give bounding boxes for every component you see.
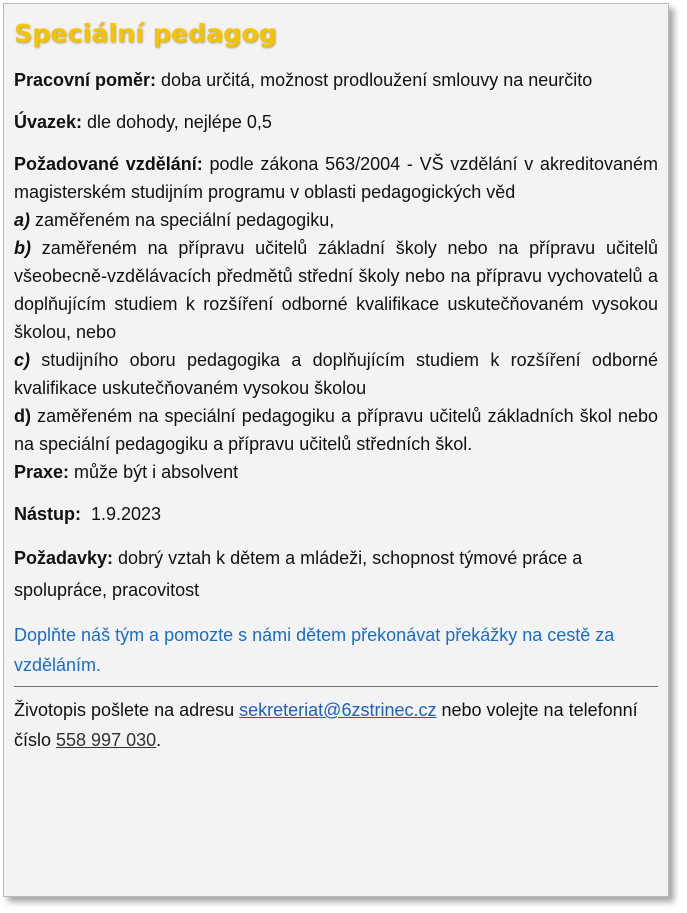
education-intro: podle zákona 563/2004 - VŠ vzdělání v akreditovaném magisterském studijním programu v oblasti pedagogických věd xyxy=(14,154,658,202)
option-text: studijního oboru pedagogika a doplňujícím studiem k rozšíření odborné kvalifikace uskutečňovaném vysokou školou xyxy=(14,350,658,398)
page-title: Speciální pedagog xyxy=(14,19,277,48)
invitation-text: Doplňte náš tým a pomozte s námi dětem překonávat překážky na cestě za vzděláním. xyxy=(14,625,615,675)
education-option-d xyxy=(14,402,658,458)
email-link[interactable]: sekreteriat@6zstrinec.cz xyxy=(239,700,437,720)
divider xyxy=(14,686,658,687)
phone-link[interactable]: 558 997 030 xyxy=(56,730,157,750)
start-paragraph xyxy=(14,500,658,528)
option-marker: a) xyxy=(14,210,31,230)
contact-text-1: Životopis pošlete na adresu xyxy=(14,700,240,720)
employment-value: doba určitá, možnost prodloužení smlouvy na neurčito xyxy=(156,70,593,90)
option-marker: b) xyxy=(14,238,31,258)
workload-value: dle dohody, nejlépe 0,5 xyxy=(82,112,272,132)
contact-text-2: nebo volejte na telefonní číslo xyxy=(14,700,638,750)
education-section xyxy=(14,150,658,486)
contact-paragraph xyxy=(14,695,658,755)
requirements-paragraph xyxy=(14,542,658,606)
option-text: zaměřeném na přípravu učitelů základní školy nebo na přípravu učitelů všeobecně-vzdělávacích předmětů střední školy nebo na přípravu vychovatelů a doplňujícím studiem k rozšíření odborné kvalifikace uskutečňovaném vysokou školou, nebo xyxy=(14,238,658,342)
education-intro-paragraph xyxy=(14,150,658,206)
practice-value: může být i absolvent xyxy=(69,462,239,482)
education-option-a xyxy=(14,206,658,234)
contact-text-3: . xyxy=(156,730,162,750)
education-label: Požadované vzdělání: xyxy=(14,154,203,174)
option-text: zaměřeném na speciální pedagogiku a přípravu učitelů základních škol nebo na speciální pedagogiku a přípravu učitelů středních škol. xyxy=(14,406,658,454)
education-option-c xyxy=(14,346,658,402)
requirements-label: Požadavky: xyxy=(14,548,114,568)
workload-paragraph xyxy=(14,108,658,136)
workload-label: Úvazek: xyxy=(14,112,83,132)
option-marker: d) xyxy=(14,406,31,426)
job-offer-card xyxy=(3,3,669,897)
practice-label: Praxe: xyxy=(14,462,70,482)
employment-paragraph xyxy=(14,66,658,94)
requirements-value: dobrý vztah k dětem a mládeži, schopnost týmové práce a spolupráce, pracovitost xyxy=(14,548,583,600)
employment-label: Pracovní poměr: xyxy=(14,70,157,90)
education-option-b xyxy=(14,234,658,346)
start-value: 1.9.2023 xyxy=(81,504,162,524)
option-text: zaměřeném na speciální pedagogiku, xyxy=(30,210,335,230)
practice-paragraph xyxy=(14,458,658,486)
start-label: Nástup: xyxy=(14,504,81,524)
option-marker: c) xyxy=(14,350,31,370)
